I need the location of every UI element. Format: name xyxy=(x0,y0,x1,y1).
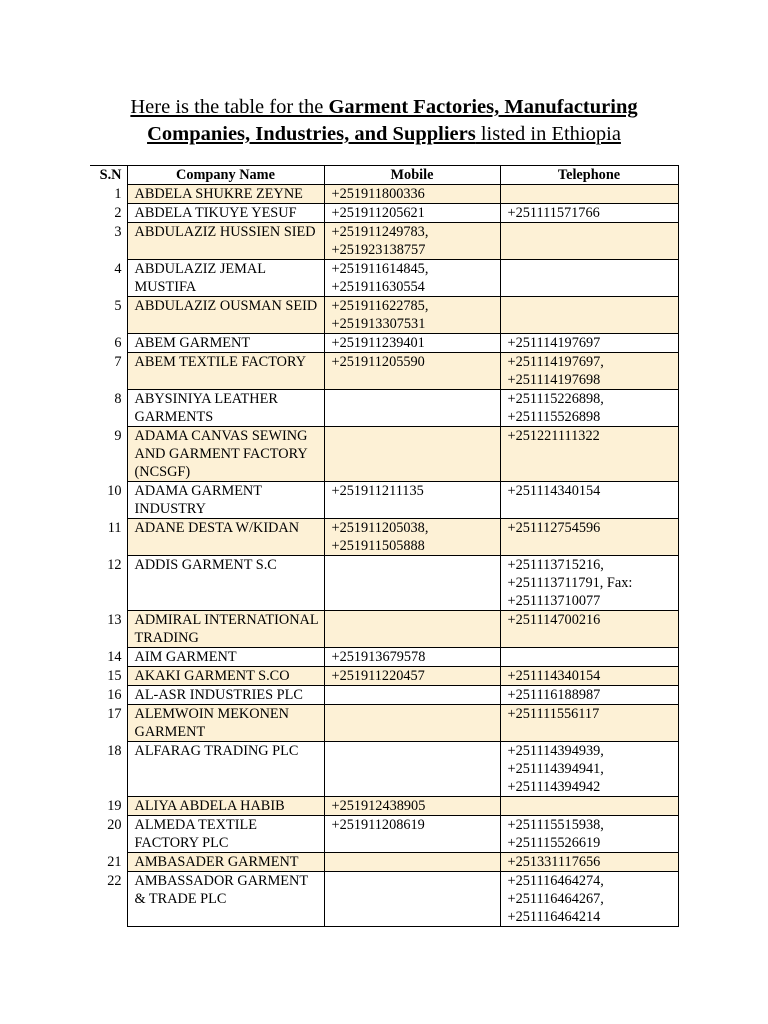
cell-telephone: +251116464274, +251116464267, +251116464214 xyxy=(500,872,678,927)
cell-company-name: ALEMWOIN MEKONEN GARMENT xyxy=(127,705,324,742)
cell-mobile xyxy=(324,611,500,648)
table-row xyxy=(90,334,678,353)
cell-sn: 9 xyxy=(90,427,127,482)
cell-mobile: +251911220457 xyxy=(324,667,500,686)
table-row xyxy=(90,667,678,686)
cell-telephone: +251115226898, +251115526898 xyxy=(500,390,678,427)
cell-sn: 12 xyxy=(90,556,127,611)
cell-mobile: +251911205590 xyxy=(324,353,500,390)
cell-company-name: ALFARAG TRADING PLC xyxy=(127,742,324,797)
cell-sn: 13 xyxy=(90,611,127,648)
cell-mobile: +251911205621 xyxy=(324,204,500,223)
cell-mobile xyxy=(324,705,500,742)
header-sn: S.N xyxy=(90,166,127,185)
cell-sn: 19 xyxy=(90,797,127,816)
cell-company-name: ADDIS GARMENT S.C xyxy=(127,556,324,611)
title-prefix: Here is the table for the xyxy=(130,96,329,118)
cell-telephone xyxy=(500,260,678,297)
table-header-row xyxy=(90,166,678,185)
cell-telephone: +251114700216 xyxy=(500,611,678,648)
cell-company-name: ABEM GARMENT xyxy=(127,334,324,353)
cell-company-name: ADMIRAL INTERNATIONAL TRADING xyxy=(127,611,324,648)
table-row xyxy=(90,260,678,297)
cell-sn: 3 xyxy=(90,223,127,260)
cell-sn: 22 xyxy=(90,872,127,927)
cell-mobile: +251912438905 xyxy=(324,797,500,816)
cell-company-name: ABEM TEXTILE FACTORY xyxy=(127,353,324,390)
cell-mobile: +251911211135 xyxy=(324,482,500,519)
cell-mobile xyxy=(324,686,500,705)
cell-telephone: +251331117656 xyxy=(500,853,678,872)
cell-mobile xyxy=(324,390,500,427)
table-row xyxy=(90,427,678,482)
cell-mobile xyxy=(324,742,500,797)
cell-telephone: +251221111322 xyxy=(500,427,678,482)
table-row xyxy=(90,353,678,390)
table-row xyxy=(90,204,678,223)
cell-sn: 20 xyxy=(90,816,127,853)
cell-company-name: ALIYA ABDELA HABIB xyxy=(127,797,324,816)
table-row xyxy=(90,185,678,204)
cell-mobile xyxy=(324,853,500,872)
cell-telephone: +251111556117 xyxy=(500,705,678,742)
header-company-name: Company Name xyxy=(127,166,324,185)
header-mobile: Mobile xyxy=(324,166,500,185)
table-row xyxy=(90,519,678,556)
cell-sn: 17 xyxy=(90,705,127,742)
cell-company-name: ADAMA CANVAS SEWING AND GARMENT FACTORY (NCSGF) xyxy=(127,427,324,482)
cell-telephone: +251114394939, +251114394941, +251114394942 xyxy=(500,742,678,797)
cell-company-name: ABDELA SHUKRE ZEYNE xyxy=(127,185,324,204)
table-row xyxy=(90,297,678,334)
cell-mobile: +251911208619 xyxy=(324,816,500,853)
table-row xyxy=(90,742,678,797)
table-row xyxy=(90,482,678,519)
cell-company-name: AL-ASR INDUSTRIES PLC xyxy=(127,686,324,705)
cell-mobile xyxy=(324,872,500,927)
cell-telephone: +251114340154 xyxy=(500,482,678,519)
cell-telephone: +251115515938, +251115526619 xyxy=(500,816,678,853)
cell-sn: 7 xyxy=(90,353,127,390)
cell-mobile: +251911800336 xyxy=(324,185,500,204)
cell-telephone: +251111571766 xyxy=(500,204,678,223)
cell-company-name: ABYSINIYA LEATHER GARMENTS xyxy=(127,390,324,427)
table-row xyxy=(90,390,678,427)
cell-telephone: +251116188987 xyxy=(500,686,678,705)
cell-mobile: +251911249783, +251923138757 xyxy=(324,223,500,260)
cell-company-name: ABDULAZIZ JEMAL MUSTIFA xyxy=(127,260,324,297)
cell-company-name: ADAMA GARMENT INDUSTRY xyxy=(127,482,324,519)
cell-sn: 8 xyxy=(90,390,127,427)
table-row xyxy=(90,648,678,667)
cell-sn: 14 xyxy=(90,648,127,667)
cell-company-name: AMBASADER GARMENT xyxy=(127,853,324,872)
cell-telephone xyxy=(500,648,678,667)
cell-sn: 5 xyxy=(90,297,127,334)
cell-mobile: +251911622785, +251913307531 xyxy=(324,297,500,334)
cell-telephone: +251113715216, +251113711791, Fax: +251113710077 xyxy=(500,556,678,611)
title-suffix: listed in Ethiopia xyxy=(475,123,621,145)
cell-sn: 15 xyxy=(90,667,127,686)
table-row xyxy=(90,223,678,260)
cell-sn: 1 xyxy=(90,185,127,204)
document-title xyxy=(90,94,678,148)
title-bold: Garment Factories, Manufacturing Companies, Industries, and Suppliers xyxy=(147,96,638,145)
cell-telephone: +251112754596 xyxy=(500,519,678,556)
table-row xyxy=(90,816,678,853)
cell-mobile: +251911239401 xyxy=(324,334,500,353)
cell-mobile: +251911205038, +251911505888 xyxy=(324,519,500,556)
cell-company-name: ABDELA TIKUYE YESUF xyxy=(127,204,324,223)
cell-telephone xyxy=(500,297,678,334)
cell-company-name: AIM GARMENT xyxy=(127,648,324,667)
cell-company-name: AMBASSADOR GARMENT & TRADE PLC xyxy=(127,872,324,927)
cell-telephone xyxy=(500,797,678,816)
table-row xyxy=(90,705,678,742)
cell-sn: 10 xyxy=(90,482,127,519)
cell-company-name: ADANE DESTA W/KIDAN xyxy=(127,519,324,556)
table-row xyxy=(90,556,678,611)
cell-sn: 2 xyxy=(90,204,127,223)
companies-table xyxy=(90,165,679,927)
cell-sn: 11 xyxy=(90,519,127,556)
cell-sn: 6 xyxy=(90,334,127,353)
cell-sn: 4 xyxy=(90,260,127,297)
cell-telephone xyxy=(500,185,678,204)
cell-telephone: +251114340154 xyxy=(500,667,678,686)
cell-mobile: +251913679578 xyxy=(324,648,500,667)
table-row xyxy=(90,611,678,648)
table-row xyxy=(90,797,678,816)
cell-sn: 18 xyxy=(90,742,127,797)
cell-company-name: AKAKI GARMENT S.CO xyxy=(127,667,324,686)
cell-telephone: +251114197697 xyxy=(500,334,678,353)
cell-telephone xyxy=(500,223,678,260)
cell-mobile xyxy=(324,427,500,482)
cell-mobile xyxy=(324,556,500,611)
cell-mobile: +251911614845, +251911630554 xyxy=(324,260,500,297)
cell-sn: 21 xyxy=(90,853,127,872)
cell-company-name: ALMEDA TEXTILE FACTORY PLC xyxy=(127,816,324,853)
table-row xyxy=(90,686,678,705)
cell-sn: 16 xyxy=(90,686,127,705)
cell-company-name: ABDULAZIZ OUSMAN SEID xyxy=(127,297,324,334)
header-telephone: Telephone xyxy=(500,166,678,185)
table-row xyxy=(90,872,678,927)
cell-company-name: ABDULAZIZ HUSSIEN SIED xyxy=(127,223,324,260)
table-row xyxy=(90,853,678,872)
cell-telephone: +251114197697, +251114197698 xyxy=(500,353,678,390)
